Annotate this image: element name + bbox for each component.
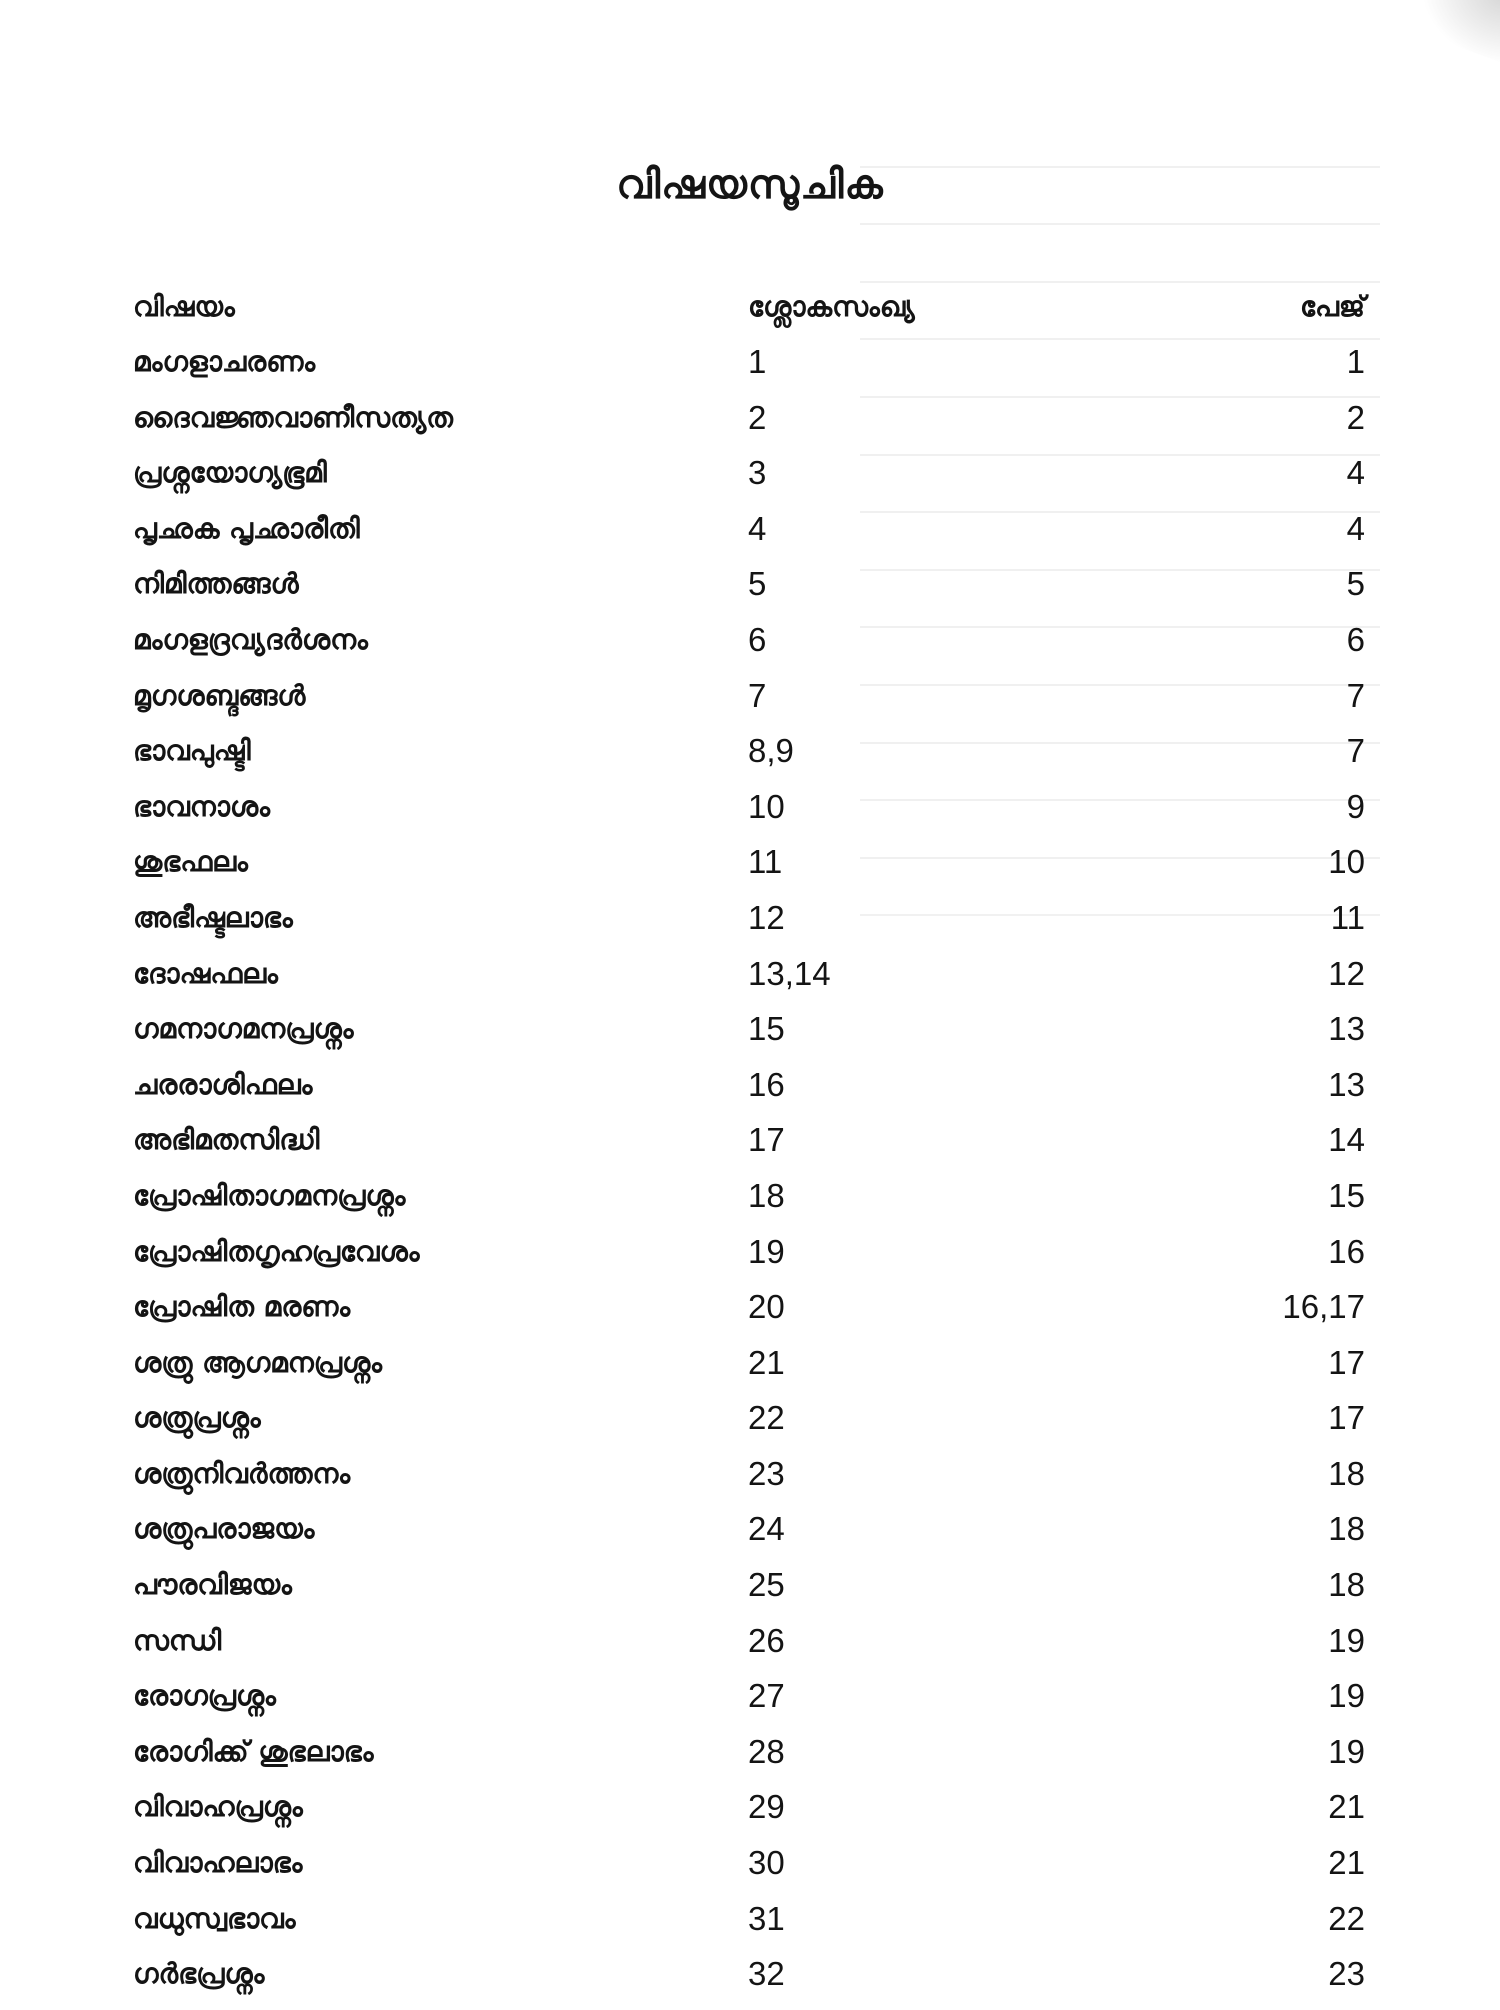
toc-row xyxy=(0,842,1500,898)
toc-row xyxy=(0,1065,1500,1121)
toc-page-number: 11 xyxy=(1330,898,1365,936)
toc-verse-number: 21 xyxy=(748,1343,785,1381)
toc-row xyxy=(0,787,1500,843)
toc-page-number: 7 xyxy=(1346,676,1365,714)
toc-subject: ദോഷഫലം xyxy=(133,956,278,990)
toc-verse-number: 30 xyxy=(748,1844,785,1882)
toc-subject: പൃഛക പൃഛാരീതി xyxy=(133,511,360,545)
toc-verse-number: 7 xyxy=(748,676,767,714)
toc-verse-number: 16 xyxy=(748,1065,785,1103)
toc-verse-number: 26 xyxy=(748,1621,785,1659)
toc-page-number: 17 xyxy=(1328,1399,1365,1437)
toc-page-number: 4 xyxy=(1346,454,1365,492)
toc-subject: ചരരാശിഫലം xyxy=(133,1067,313,1101)
toc-verse-number: 19 xyxy=(748,1232,785,1270)
toc-row xyxy=(0,342,1500,398)
toc-row xyxy=(0,1398,1500,1454)
toc-verse-number: 20 xyxy=(748,1288,785,1326)
toc-row xyxy=(0,1676,1500,1732)
toc-row xyxy=(0,1787,1500,1843)
toc-subject: രോഗിക്ക് ശുഭലാഭം xyxy=(133,1734,374,1768)
toc-page-number: 18 xyxy=(1328,1510,1365,1548)
toc-subject: പൗരവിജയം xyxy=(133,1568,292,1602)
toc-subject: സന്ധി xyxy=(133,1623,222,1657)
toc-verse-number: 24 xyxy=(748,1510,785,1548)
toc-subject: വിവാഹപ്രശ്നം xyxy=(133,1790,303,1824)
toc-page-number: 1 xyxy=(1346,343,1365,380)
toc-row xyxy=(0,1287,1500,1343)
toc-verse-number: 28 xyxy=(748,1732,785,1770)
toc-subject: അഭീഷ്ടലാഭം xyxy=(133,900,293,934)
toc-page-number: 16 xyxy=(1328,1232,1365,1270)
toc-page-number: 18 xyxy=(1328,1454,1365,1492)
toc-verse-number: 6 xyxy=(748,620,767,658)
toc-row xyxy=(0,1732,1500,1788)
toc-subject: ഗർഭപ്രശ്നം xyxy=(133,1957,265,1991)
toc-subject: ശുഭഫലം xyxy=(133,845,248,879)
toc-row xyxy=(0,1120,1500,1176)
header-subject: വിഷയം xyxy=(133,290,235,323)
toc-subject: രോഗപ്രശ്നം xyxy=(133,1679,276,1713)
toc-page-number: 5 xyxy=(1346,565,1365,603)
toc-row xyxy=(0,1509,1500,1565)
toc-verse-number: 18 xyxy=(748,1176,785,1214)
toc-page-number: 19 xyxy=(1328,1732,1365,1770)
toc-verse-number: 17 xyxy=(748,1121,785,1159)
table-of-contents xyxy=(0,342,1500,2010)
toc-subject: പ്രശ്നയോഗ്യഭൂമി xyxy=(133,456,327,490)
toc-page-number: 18 xyxy=(1328,1566,1365,1604)
toc-subject: ശത്രുപരാജയം xyxy=(133,1512,315,1546)
toc-verse-number: 23 xyxy=(748,1454,785,1492)
page-title: വിഷയസൂചിക xyxy=(616,162,884,208)
toc-verse-number: 1 xyxy=(748,343,767,380)
toc-page-number: 15 xyxy=(1328,1176,1365,1214)
toc-subject: ഭാവപുഷ്ടി xyxy=(133,734,251,768)
toc-verse-number: 32 xyxy=(748,1955,785,1993)
toc-verse-number: 3 xyxy=(748,454,767,492)
toc-subject: വധുസ്വഭാവം xyxy=(133,1901,296,1935)
toc-row xyxy=(0,1232,1500,1288)
toc-row xyxy=(0,620,1500,676)
toc-subject: നിമിത്തങ്ങൾ xyxy=(133,567,299,601)
toc-subject: പ്രോഷിതഗൃഹപ്രവേശം xyxy=(133,1234,420,1268)
toc-subject: മംഗളദ്രവ്യദർശനം xyxy=(133,622,368,656)
toc-row xyxy=(0,1954,1500,2010)
toc-verse-number: 12 xyxy=(748,898,785,936)
toc-row xyxy=(0,1176,1500,1232)
toc-row xyxy=(0,731,1500,787)
toc-verse-number: 11 xyxy=(748,843,783,881)
toc-page-number: 7 xyxy=(1346,732,1365,770)
table-header xyxy=(0,290,1500,330)
toc-page-number: 19 xyxy=(1328,1677,1365,1715)
toc-subject: മൃഗശബ്ദങ്ങൾ xyxy=(133,678,306,712)
toc-verse-number: 27 xyxy=(748,1677,785,1715)
toc-row xyxy=(0,453,1500,509)
toc-page-number: 13 xyxy=(1328,1065,1365,1103)
toc-verse-number: 22 xyxy=(748,1399,785,1437)
toc-subject: വിവാഹലാഭം xyxy=(133,1846,303,1880)
toc-row xyxy=(0,1343,1500,1399)
toc-row xyxy=(0,1843,1500,1899)
toc-page-number: 19 xyxy=(1328,1621,1365,1659)
toc-subject: മംഗളാചരണം xyxy=(133,345,316,378)
toc-row xyxy=(0,954,1500,1010)
toc-page-number: 13 xyxy=(1328,1010,1365,1048)
toc-subject: ശത്രു ആഗമനപ്രശ്നം xyxy=(133,1345,382,1379)
header-page: പേജ് xyxy=(1300,290,1365,323)
toc-page-number: 2 xyxy=(1346,398,1365,436)
toc-verse-number: 5 xyxy=(748,565,767,603)
toc-verse-number: 13,14 xyxy=(748,954,831,992)
toc-verse-number: 15 xyxy=(748,1010,785,1048)
toc-row xyxy=(0,1454,1500,1510)
toc-subject: ഗമനാഗമനപ്രശ്നം xyxy=(133,1012,354,1046)
toc-verse-number: 4 xyxy=(748,509,767,547)
toc-page-number: 21 xyxy=(1328,1788,1365,1826)
toc-subject: ശത്രുപ്രശ്നം xyxy=(133,1401,261,1435)
toc-verse-number: 8,9 xyxy=(748,732,794,770)
toc-page-number: 22 xyxy=(1328,1899,1365,1937)
toc-subject: അഭിമതസിദ്ധി xyxy=(133,1123,320,1157)
scan-corner-shadow xyxy=(1408,0,1500,66)
toc-row xyxy=(0,898,1500,954)
toc-page-number: 16,17 xyxy=(1282,1288,1365,1326)
toc-verse-number: 31 xyxy=(748,1899,785,1937)
toc-page-number: 10 xyxy=(1328,843,1365,881)
toc-subject: പ്രോഷിതാഗമനപ്രശ്നം xyxy=(133,1178,406,1212)
toc-page-number: 9 xyxy=(1346,787,1365,825)
header-verse-count: ശ്ലോകസംഖ്യ xyxy=(748,290,915,323)
toc-row xyxy=(0,1009,1500,1065)
toc-row xyxy=(0,1565,1500,1621)
toc-subject: ഭാവനാശം xyxy=(133,789,270,823)
toc-page-number: 23 xyxy=(1328,1955,1365,1993)
toc-page-number: 17 xyxy=(1328,1343,1365,1381)
toc-page-number: 6 xyxy=(1346,620,1365,658)
toc-row xyxy=(0,564,1500,620)
toc-page-number: 14 xyxy=(1328,1121,1365,1159)
toc-subject: ദൈവജ്ഞവാണീസത്യത xyxy=(133,400,453,434)
toc-row xyxy=(0,676,1500,732)
toc-verse-number: 2 xyxy=(748,398,767,436)
toc-row xyxy=(0,398,1500,454)
toc-verse-number: 10 xyxy=(748,787,785,825)
toc-page-number: 21 xyxy=(1328,1844,1365,1882)
toc-page-number: 4 xyxy=(1346,509,1365,547)
toc-row xyxy=(0,1899,1500,1955)
toc-verse-number: 29 xyxy=(748,1788,785,1826)
toc-row xyxy=(0,509,1500,565)
toc-verse-number: 25 xyxy=(748,1566,785,1604)
toc-row xyxy=(0,1621,1500,1677)
toc-page-number: 12 xyxy=(1328,954,1365,992)
toc-subject: പ്രോഷിത മരണം xyxy=(133,1290,351,1324)
toc-subject: ശത്രുനിവർത്തനം xyxy=(133,1456,351,1490)
